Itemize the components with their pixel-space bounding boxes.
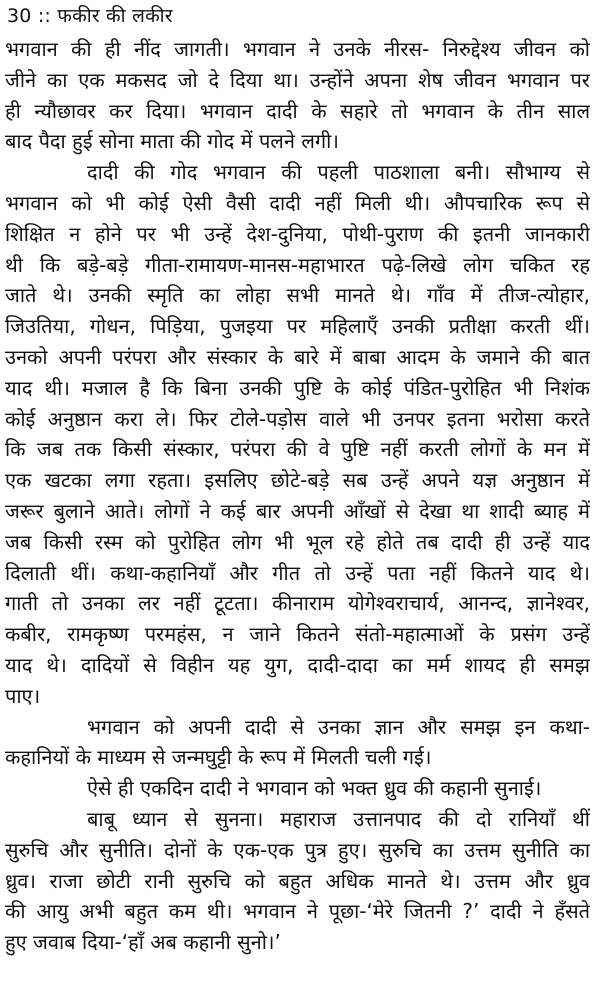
text-line: की आयु अभी बहुत कम थी। भगवान ने पूछा-‘मेरे जितनी ?’ दादी ने हँसते (5, 899, 590, 924)
text-line: कि जब तक किसी संस्कार, परंपरा की वे पुष्टि नहीं करती लोगों के मन में (5, 437, 590, 462)
text-line: हुए जवाब दिया-‘हाँ अब कहानी सुनो।’ (5, 930, 281, 955)
text-line: जब किसी रस्म को पुरोहित लोग भी भूल रहे होते तब दादी ही उन्हें याद (5, 529, 590, 554)
text-line: कोई अनुष्ठान करा ले। फिर टोले-पड़ोस वाले भी उनपर इतना भरोसा करते (5, 406, 590, 431)
text-line: जीने का एक मकसद जो दे दिया था। उन्होंने अपना शेष जीवन भगवान पर (5, 67, 590, 92)
text-line: जरूर बुलाने आते। लोगों ने कई बार अपनी आँखों से देखा था शादी ब्याह में (5, 499, 590, 523)
text-line: उनको अपनी परंपरा और संस्कार के बारे में बाबा आदम के जमाने की बात (5, 345, 590, 369)
text-line: बाबू ध्यान से सुनना। महाराज उत्तानपाद की दो रानियाँ थीं (87, 807, 590, 831)
text-line: दादी की गोद भगवान की पहली पाठशाला बनी। सौभाग्य से (87, 160, 590, 185)
text-line: याद थी। मजाल है कि बिना उनकी पुष्टि के कोई पंडित-पुरोहित भी निशंक (5, 375, 590, 400)
text-line: गाती तो उनका लर नहीं टूटता। कीनाराम योगेश्वराचार्य, आनन्द, ज्ञानेश्वर, (5, 591, 590, 616)
text-line: एक खटका लगा रहता। इसलिए छोटे-बड़े सब उन्हें अपने यज्ञ अनुष्ठान में (5, 468, 590, 493)
text-line: जाते थे। उनकी स्मृति का लोहा सभी मानते थे। गाँव में तीज-त्योहार, (5, 283, 590, 308)
text-line: ऐसे ही एकदिन दादी ने भगवान को भक्त ध्रुव की कहानी सुनाई। (87, 776, 542, 801)
text-line: दिलाती थीं। कथा-कहानियाँ और गीत तो उन्हें पता नहीं कितने याद थे। (5, 560, 590, 585)
text-line: पाए। (5, 683, 41, 708)
text-line: बाद पैदा हुई सोना माता की गोद में पलने लगी। (5, 129, 339, 154)
text-line: सुरुचि और सुनीति। दोनों के एक-एक पुत्र हुए। सुरुचि का उत्तम सुनीति का (5, 837, 590, 862)
running-head: 30 :: फकीर की लकीर (7, 5, 173, 27)
text-line: कबीर, रामकृष्ण परमहंस, न जाने कितने संतो-महात्माओं के प्रसंग उन्हें (5, 622, 590, 647)
text-line: थी कि बड़े-बड़े गीता-रामायण-मानस-महाभारत पढ़े-लिखे लोग चकित रह (5, 252, 590, 277)
text-line: भगवान की ही नींद जागती। भगवान ने उनके नीरस- निरुद्देश्य जीवन को (5, 37, 590, 61)
text-line: कहानियों के माध्यम से जन्मघुट्टी के रूप में मिलती चली गई। (5, 745, 432, 770)
text-line: भगवान को अपनी दादी से उनका ज्ञान और समझ इन कथा- (87, 714, 590, 739)
text-line: भगवान को भी कोई ऐसी वैसी दादी नहीं मिली थी। औपचारिक रूप से (5, 191, 590, 215)
text-line: ही न्यौछावर कर दिया। भगवान दादी के सहारे तो भगवान के तीन साल (5, 98, 590, 123)
text-line: जिउतिया, गोधन, पिड़िया, पुजइया पर महिलाएँ उनकी प्रतीक्षा करती थीं। (5, 314, 590, 339)
text-line: ध्रुव। राजा छोटी रानी सुरुचि को बहुत अधिक मानते थे। उत्तम और ध्रुव (5, 868, 590, 893)
text-line: शिक्षित न होने पर भी उन्हें देश-दुनिया, पोथी-पुराण की इतनी जानकारी (5, 221, 590, 246)
text-line: याद थे। दादियों से विहीन यह युग, दादी-दादा का मर्म शायद ही समझ (5, 653, 590, 677)
